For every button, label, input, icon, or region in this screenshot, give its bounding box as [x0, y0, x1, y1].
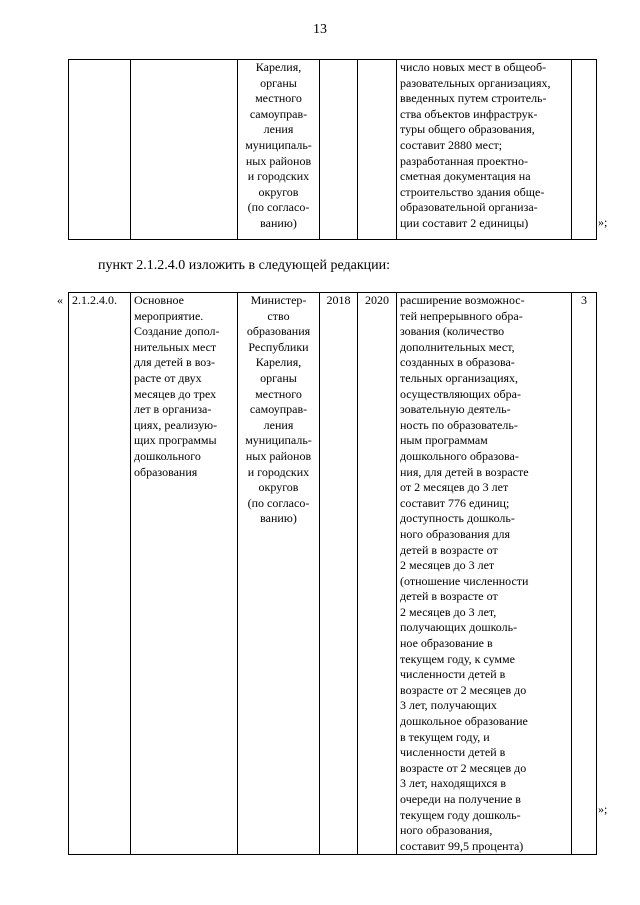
- cont-title-cell: [131, 60, 238, 240]
- title-cell: Основное мероприятие. Создание допол- нительных мест для детей в воз- расте от двух месяцев до трех лет в организа- циях, реализую- щих программы дошкольного образования: [131, 293, 238, 855]
- cont-year-start-cell: [320, 60, 358, 240]
- year-end-cell: 2020: [358, 293, 397, 855]
- opening-quote-mark: «: [57, 293, 63, 307]
- main-table: [68, 292, 597, 855]
- code-cell: 2.1.2.4.0.: [69, 293, 131, 855]
- instruction-text: пункт 2.1.2.4.0 изложить в следующей редакции:: [98, 258, 390, 273]
- continuation-table: [68, 59, 597, 240]
- year-start-cell: 2018: [320, 293, 358, 855]
- cont-link-cell: [572, 60, 597, 240]
- responsible-cell: Министер- ство образования Республики Карелия, органы местного самоуправ- ления муниципаль- ных районов и городских округов (по согласо- ванию): [238, 293, 320, 855]
- cont-responsible-cell: Карелия, органы местного самоуправ- ления муниципаль- ных районов и городских округов (по согласо- ванию): [238, 60, 320, 240]
- page-number: 13: [313, 22, 327, 37]
- result-cell: расширение возможнос- тей непрерывного обра- зования (количество дополнительных мест, созданных в образова- тельных организациях, осуществляющих обра- зовательную деятель- ность по образователь- ным программам дошкольного образова- ния, для детей в возрасте от 2 месяцев до 3 лет составит 776 единиц; доступность дошколь- ного образования для детей в возрасте от 2 месяцев до 3 лет (отношение численности детей в возрасте от 2 месяцев до 3 лет, получающих дошколь- ное образование в текущем году, к сумме численности детей в возрасте от 2 месяцев до 3 лет, получающих дошкольное образование в текущем году, и численности детей в возрасте от 2 месяцев до 3 лет, находящихся в очереди на получение в текущем году дошколь- ного образования, составит 99,5 процента): [397, 293, 572, 855]
- link-cell: 3: [572, 293, 597, 855]
- closing-quote-mark-1: »;: [598, 215, 608, 229]
- cont-code-cell: [69, 60, 131, 240]
- closing-quote-mark-2: »;: [598, 802, 608, 816]
- cont-result-cell: число новых мест в общеоб- разовательных организациях, введенных путем строитель- ства объектов инфраструк- туры общего образования, составит 2880 мест; разработанная проектно- сметная документация на строительство здания обще- образовательной организа- ции составит 2 единицы): [397, 60, 572, 240]
- cont-year-end-cell: [358, 60, 397, 240]
